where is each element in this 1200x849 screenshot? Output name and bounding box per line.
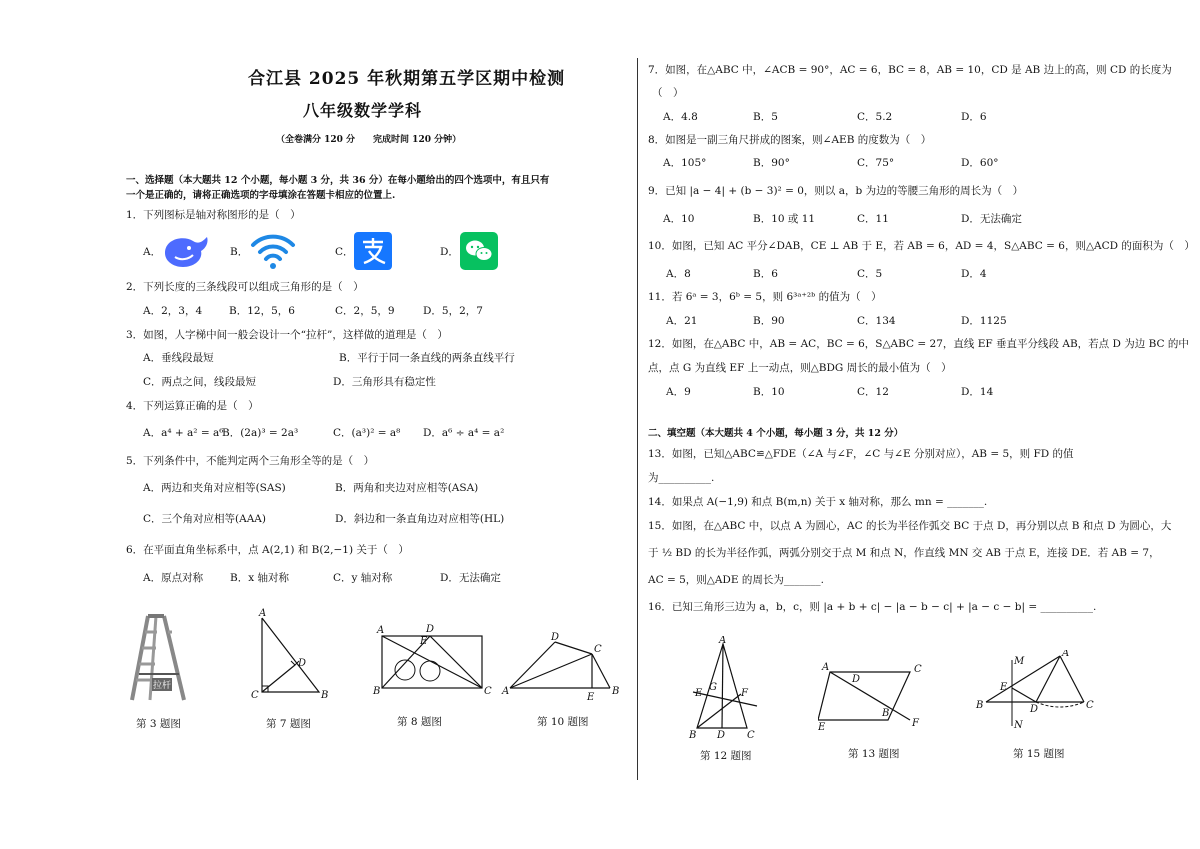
- section1-heading-line1: 一、选择题（本大题共 12 个小题，每小题 3 分，共 36 分）在每小题给出的四个选项中，有且只有: [126, 175, 550, 186]
- deepseek-whale-icon: [161, 231, 213, 271]
- svg-text:B: B: [321, 690, 329, 701]
- svg-text:C: C: [747, 730, 755, 740]
- exam-note: （全卷满分 120 分 完成时间 120 分钟）: [276, 135, 462, 145]
- fig12-caption: 第 12 题图: [700, 750, 752, 762]
- q15-line2: 于 ½ BD 的长为半径作弧，两弧分别交于点 M 和点 N，作直线 MN 交 AB 于点 E，连接 DE．若 AB = 7，: [648, 547, 1160, 559]
- svg-text:E: E: [1000, 682, 1008, 693]
- svg-text:G: G: [709, 682, 717, 693]
- q13-line2: 为__________.: [648, 472, 715, 484]
- q4-option-c: C．(a³)² = a⁸: [333, 427, 401, 439]
- fig13-caption: 第 13 题图: [848, 748, 900, 760]
- exam-title: 合江县 2025 年秋期第五学区期中检测: [248, 69, 566, 89]
- q8-option-b: B．90°: [753, 157, 790, 169]
- svg-text:A: A: [822, 662, 830, 673]
- q2-stem: 2．下列长度的三条线段可以组成三角形的是（ ）: [126, 281, 364, 293]
- svg-text:N: N: [1014, 720, 1023, 731]
- q15-line1: 15．如图，在△ABC 中，以点 A 为圆心，AC 的长为半径作弧交 BC 于点 D，再分别以点 B 和点 D 为圆心，大: [648, 520, 1172, 532]
- svg-text:B: B: [612, 686, 620, 697]
- q11-stem: 11．若 6ᵃ = 3，6ᵇ = 5，则 6³ᵃ⁺²ᵇ 的值为（ ）: [648, 291, 882, 303]
- q7-option-a: A．4.8: [663, 111, 698, 123]
- fig10-triangle: [500, 630, 625, 706]
- q7-option-c: C．5.2: [857, 111, 893, 123]
- q15-line3: AC = 5，则△ADE 的周长为_______.: [648, 574, 824, 586]
- q11-option-c: C．134: [857, 315, 896, 327]
- q3-option-a: A．垂线段最短: [143, 352, 214, 364]
- q3-option-d: D．三角形具有稳定性: [333, 376, 436, 388]
- svg-text:E: E: [818, 722, 826, 730]
- svg-text:E: E: [420, 636, 428, 647]
- svg-text:A: A: [502, 686, 510, 697]
- q12-stem-line1: 12．如图，在△ABC 中，AB = AC，BC = 6，S△ABC = 27，直线 EF 垂直平分线段 AB，若点 D 为边 BC 的中: [648, 338, 1189, 350]
- svg-text:A: A: [377, 625, 385, 636]
- q7-option-d: D．6: [961, 111, 987, 123]
- q5-stem: 5．下列条件中，不能判定两个三角形全等的是（ ）: [126, 455, 375, 467]
- q1-stem: 1．下列图标是轴对称图形的是（ ）: [126, 209, 301, 221]
- fig10-caption: 第 10 题图: [537, 716, 589, 728]
- q4-option-a: A．a⁴ + a² = a⁶: [143, 427, 224, 439]
- q12-option-b: B．10: [753, 386, 785, 398]
- svg-text:D: D: [1030, 704, 1039, 715]
- q6-option-b: B．x 轴对称: [230, 572, 289, 584]
- fig15-construction: [974, 650, 1104, 732]
- svg-text:M: M: [1014, 656, 1025, 667]
- q1-option-c: C．: [335, 246, 354, 258]
- q10-stem: 10．如图，已知 AC 平分∠DAB，CE ⊥ AB 于 E，若 AB = 6，AD = 4，S△ABC = 6，则△ACD 的面积为（ ）: [648, 240, 1195, 252]
- q2-option-d: D．5，2，7: [423, 305, 483, 317]
- q16-line: 16．已知三角形三边为 a，b，c，则 |a + b + c| − |a − b − c| + |a − c − b| = __________.: [648, 601, 1097, 613]
- q4-option-d: D．a⁶ ÷ a⁴ = a²: [423, 427, 505, 439]
- fig8-caption: 第 8 题图: [397, 716, 442, 728]
- svg-text:B: B: [882, 708, 890, 719]
- column-divider: [637, 58, 638, 780]
- q10-option-c: C．5: [857, 268, 883, 280]
- q10-option-b: B．6: [753, 268, 778, 280]
- svg-text:B: B: [976, 700, 984, 711]
- q9-option-c: C．11: [857, 213, 889, 225]
- q7-stem-line1: 7．如图，在△ABC 中，∠ACB = 90°，AC = 6，BC = 8，AB = 10，CD 是 AB 边上的高，则 CD 的长度为: [648, 64, 1172, 76]
- exam-subject: 八年级数学学科: [303, 101, 423, 120]
- q5-option-b: B．两角和夹边对应相等(ASA): [335, 482, 479, 494]
- svg-text:A: A: [1062, 650, 1070, 659]
- svg-text:D: D: [551, 632, 560, 643]
- q5-option-d: D．斜边和一条直角边对应相等(HL): [335, 513, 505, 525]
- svg-text:B: B: [689, 730, 697, 740]
- svg-text:D: D: [852, 674, 861, 685]
- q9-stem: 9．已知 |a − 4| + (b − 3)² = 0，则以 a，b 为边的等腰三角形的周长为（ ）: [648, 185, 1024, 197]
- q13-line1: 13．如图，已知△ABC≌△FDE（∠A 与∠F，∠C 与∠E 分别对应），AB = 5，则 FD 的值: [648, 448, 1074, 460]
- fig7-triangle: [245, 608, 335, 704]
- q12-option-a: A．9: [666, 386, 691, 398]
- svg-text:F: F: [912, 718, 919, 729]
- svg-text:F: F: [741, 688, 748, 699]
- q3-option-b: B．平行于同一条直线的两条直线平行: [339, 352, 515, 364]
- svg-text:A: A: [259, 608, 267, 619]
- svg-text:C: C: [251, 690, 259, 701]
- q8-stem: 8．如图是一副三角尺拼成的图案，则∠AEB 的度数为（ ）: [648, 134, 932, 146]
- wechat-icon: [460, 232, 498, 270]
- q6-option-d: D．无法确定: [440, 572, 501, 584]
- q11-option-d: D．1125: [961, 315, 1007, 327]
- q1-option-d: D．: [440, 246, 459, 258]
- wifi-icon: [249, 231, 297, 271]
- q12-option-c: C．12: [857, 386, 889, 398]
- q12-stem-line2: 点，点 G 为直线 EF 上一动点，则△BDG 周长的最小值为（ ）: [648, 362, 952, 374]
- fig15-caption: 第 15 题图: [1013, 748, 1065, 760]
- q10-option-d: D．4: [961, 268, 987, 280]
- q8-option-d: D．60°: [961, 157, 999, 169]
- alipay-icon: [354, 232, 392, 270]
- svg-text:C: C: [914, 664, 922, 675]
- svg-text:C: C: [484, 686, 492, 697]
- q11-option-b: B．90: [753, 315, 785, 327]
- q9-option-d: D．无法确定: [961, 213, 1022, 225]
- q1-option-a: A．: [143, 246, 162, 258]
- q2-option-b: B．12，5，6: [229, 305, 295, 317]
- svg-text:D: D: [298, 658, 307, 669]
- fig13-parallelogram: [818, 660, 928, 730]
- q10-option-a: A．8: [666, 268, 691, 280]
- q14-line: 14．如果点 A(−1,9) 和点 B(m,n) 关于 x 轴对称，那么 mn = _______.: [648, 496, 988, 508]
- q5-option-a: A．两边和夹角对应相等(SAS): [143, 482, 286, 494]
- q8-option-a: A．105°: [663, 157, 707, 169]
- q4-stem: 4．下列运算正确的是（ ）: [126, 400, 259, 412]
- fig3-caption: 第 3 题图: [136, 718, 181, 730]
- q6-option-c: C．y 轴对称: [333, 572, 393, 584]
- svg-text:E: E: [587, 692, 595, 703]
- q11-option-a: A．21: [666, 315, 698, 327]
- q6-option-a: A．原点对称: [143, 572, 204, 584]
- q9-option-b: B．10 或 11: [753, 213, 816, 225]
- svg-text:B: B: [373, 686, 381, 697]
- q2-option-a: A．2，3，4: [143, 305, 203, 317]
- fig12-triangle: [685, 636, 765, 740]
- svg-text:E: E: [695, 688, 703, 699]
- q5-option-c: C．三个角对应相等(AAA): [143, 513, 266, 525]
- svg-text:D: D: [717, 730, 726, 740]
- q7-option-b: B．5: [753, 111, 778, 123]
- q6-stem: 6．在平面直角坐标系中，点 A(2,1) 和 B(2,−1) 关于（ ）: [126, 544, 409, 556]
- q9-option-a: A．10: [663, 213, 695, 225]
- section2-heading: 二、填空题（本大题共 4 个小题，每小题 3 分，共 12 分）: [648, 428, 904, 439]
- q7-stem-line2: （ ）: [652, 87, 684, 99]
- q3-option-c: C．两点之间，线段最短: [143, 376, 257, 388]
- section1-heading-line2: 一个是正确的，请将正确选项的字母填涂在答题卡相应的位置上.: [126, 190, 396, 201]
- svg-text:C: C: [594, 644, 602, 655]
- fig8-triangles: [372, 622, 492, 702]
- q2-option-c: C．2，5，9: [335, 305, 395, 317]
- q12-option-d: D．14: [961, 386, 994, 398]
- fig7-caption: 第 7 题图: [266, 718, 311, 730]
- svg-text:D: D: [426, 624, 435, 635]
- q8-option-c: C．75°: [857, 157, 895, 169]
- q4-option-b: B．(2a)³ = 2a³: [222, 427, 299, 439]
- q1-option-b: B．: [230, 246, 249, 258]
- svg-text:A: A: [719, 636, 727, 646]
- q3-stem: 3．如图，人字梯中间一般会设计一个“拉杆”，这样做的道理是（ ）: [126, 329, 448, 341]
- svg-text:C: C: [1086, 700, 1094, 711]
- ladder-rod-label: 拉杆: [152, 678, 172, 691]
